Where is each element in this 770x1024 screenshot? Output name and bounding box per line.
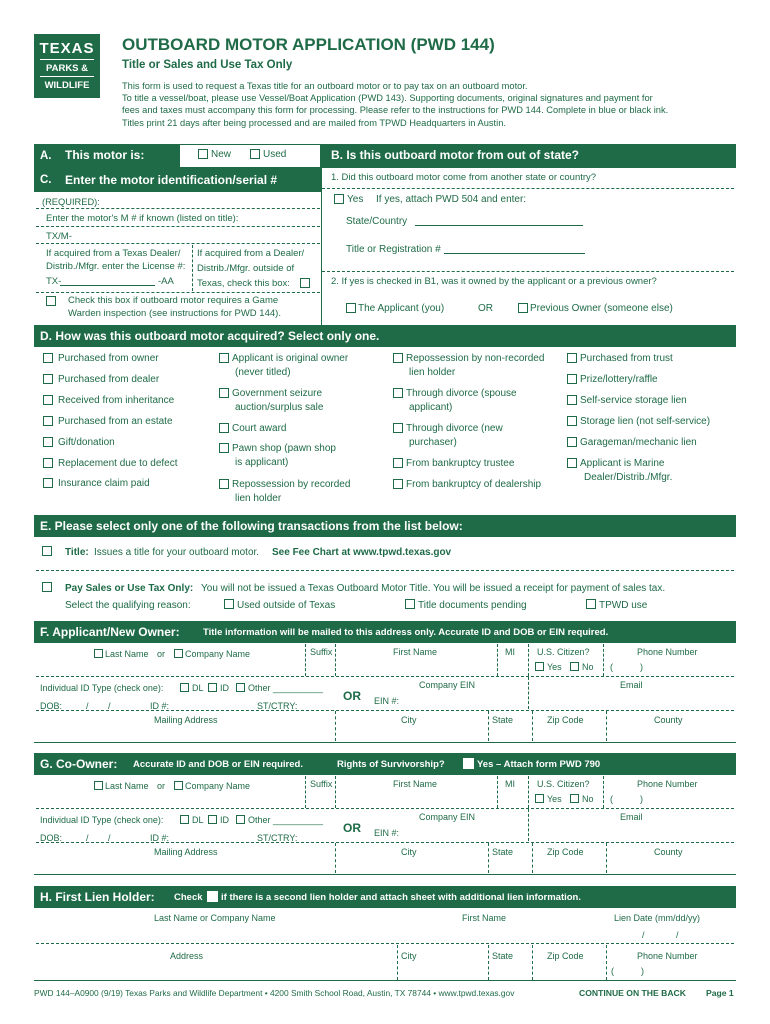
divider bbox=[305, 644, 306, 676]
game-warden-checkbox[interactable] bbox=[46, 296, 56, 306]
divider bbox=[528, 809, 529, 841]
dob-slash-1: / bbox=[86, 701, 89, 711]
divider bbox=[335, 644, 336, 676]
divider bbox=[603, 776, 604, 808]
acquired-option-label: Self-service storage lien bbox=[580, 395, 687, 406]
mi-label: MI bbox=[505, 647, 515, 657]
acquired-option-label: Pawn shop (pawn shop bbox=[232, 443, 336, 454]
last-name-checkbox[interactable] bbox=[94, 649, 103, 658]
lien-date-label: Lien Date (mm/dd/yy) bbox=[614, 913, 701, 923]
page-number: Page 1 bbox=[706, 988, 734, 998]
footer-address: PWD 144–A0900 (9/19) Texas Parks and Wildlife Department • 4200 Smith School Road, Austin, TX 78744 • www.tpwd.texas.gov bbox=[34, 988, 515, 998]
acquired-option-label: Repossession by recorded bbox=[232, 479, 351, 490]
out-of-state-note: If yes, attach PWD 504 and enter: bbox=[376, 194, 527, 205]
section-f-note: Title information will be mailed to this address only. Accurate ID and DOB or EIN required. bbox=[203, 627, 609, 638]
acquired-option-label-cont: lien holder bbox=[409, 367, 456, 378]
out-of-state-yes-label: Yes bbox=[347, 194, 364, 205]
section-g-bar bbox=[34, 753, 736, 775]
acquired-option-checkbox[interactable] bbox=[393, 458, 403, 468]
acquired-option-checkbox[interactable] bbox=[219, 479, 229, 489]
acquired-option-label: Received from inheritance bbox=[58, 395, 175, 406]
acquired-option-checkbox[interactable] bbox=[43, 374, 53, 384]
id-type-id-label: ID bbox=[220, 683, 229, 693]
id-type-other-checkbox[interactable] bbox=[236, 815, 245, 824]
page-title: OUTBOARD MOTOR APPLICATION (PWD 144) bbox=[122, 35, 495, 54]
citizen-no-checkbox[interactable] bbox=[570, 794, 579, 803]
title-reg-input[interactable] bbox=[444, 253, 585, 254]
outside-dealer-checkbox[interactable] bbox=[300, 278, 310, 288]
or-separator: OR bbox=[343, 689, 361, 703]
qualifying-reason-label: Select the qualifying reason: bbox=[65, 600, 191, 611]
acquired-option-label-cont: lien holder bbox=[235, 493, 282, 504]
acquired-option-checkbox[interactable] bbox=[567, 416, 577, 426]
previous-owner-label: Previous Owner (someone else) bbox=[530, 303, 673, 314]
first-name-label: First Name bbox=[393, 647, 438, 657]
intro-line-2: To title a vessel/boat, please use Vessel/Boat Application (PWD 143). Supporting documents, original signatures and payment for bbox=[122, 93, 653, 103]
section-h-title: H. First Lien Holder: bbox=[40, 890, 155, 904]
acquired-option-label-cont: Dealer/Distrib./Mfgr. bbox=[584, 472, 673, 483]
section-bottom-rule bbox=[34, 874, 736, 875]
last-name-label: Last Name bbox=[105, 649, 149, 659]
phone-label: Phone Number bbox=[637, 647, 698, 657]
acquired-option-label: From bankruptcy of dealership bbox=[406, 479, 542, 490]
used-outside-texas-label: Used outside of Texas bbox=[237, 600, 336, 611]
last-name-checkbox[interactable] bbox=[94, 781, 103, 790]
state-country-label: State/Country bbox=[346, 216, 408, 227]
company-ein-label: Company EIN bbox=[419, 680, 476, 690]
row-divider bbox=[36, 808, 734, 809]
applicant-owned-checkbox[interactable] bbox=[346, 303, 356, 313]
citizen-yes-label: Yes bbox=[547, 662, 562, 672]
title-reg-label: Title or Registration # bbox=[346, 244, 441, 255]
acquired-option-checkbox[interactable] bbox=[567, 437, 577, 447]
first-name-label: First Name bbox=[393, 779, 438, 789]
id-type-id-checkbox[interactable] bbox=[208, 815, 217, 824]
mi-label: MI bbox=[505, 779, 515, 789]
acquired-option-label: Government seizure bbox=[232, 388, 323, 399]
outside-dealer-line3: Texas, check this box: bbox=[197, 278, 290, 289]
section-d-title: D. How was this outboard motor acquired? Select only one. bbox=[40, 329, 380, 343]
texas-license-suffix: -AA bbox=[158, 276, 174, 287]
title-docs-pending-label: Title documents pending bbox=[418, 600, 527, 611]
survivorship-checkbox[interactable] bbox=[463, 758, 474, 769]
acquired-option-label-cont: purchaser) bbox=[409, 437, 457, 448]
fee-chart-link[interactable]: See Fee Chart at www.tpwd.texas.gov bbox=[272, 547, 452, 558]
m-number-label: Enter the motor's M # if known (listed on title): bbox=[46, 213, 239, 224]
lien-date-slash-2: / bbox=[676, 930, 679, 940]
section-f-bar bbox=[34, 621, 736, 643]
citizen-yes-checkbox[interactable] bbox=[535, 662, 544, 671]
acquired-option-checkbox[interactable] bbox=[567, 458, 577, 468]
section-a-title: This motor is: bbox=[65, 148, 145, 162]
phone-paren-open: ( bbox=[610, 662, 613, 672]
survivorship-label: Rights of Survivorship? bbox=[337, 759, 445, 770]
acquired-option-label-cont: (never titled) bbox=[235, 367, 291, 378]
lien-date-slash-1: / bbox=[642, 930, 645, 940]
acquired-option-label: Repossession by non-recorded bbox=[406, 353, 545, 364]
intro-line-4: Titles print 21 days after being processed and are mailed from TPWD Headquarters in Austin. bbox=[122, 118, 506, 128]
acquired-option-label: Storage lien (not self-service) bbox=[580, 416, 711, 427]
divider bbox=[528, 776, 529, 808]
logo-line-parks: PARKS & bbox=[45, 63, 89, 74]
acquired-option-checkbox[interactable] bbox=[43, 437, 53, 447]
county-label: County bbox=[654, 715, 683, 725]
st-ctry-label: ST/CTRY: bbox=[257, 701, 298, 711]
acquired-option-checkbox[interactable] bbox=[567, 374, 577, 384]
lien-state-label: State bbox=[492, 951, 514, 961]
acquired-option-checkbox[interactable] bbox=[393, 479, 403, 489]
acquired-option-checkbox[interactable] bbox=[567, 395, 577, 405]
row-divider bbox=[36, 842, 734, 843]
id-number-label: ID #: bbox=[150, 833, 170, 843]
phone-label: Phone Number bbox=[637, 779, 698, 789]
or-label: or bbox=[157, 649, 166, 659]
acquired-option-label: Through divorce (new bbox=[406, 423, 503, 434]
second-lien-checkbox[interactable] bbox=[207, 891, 218, 902]
acquired-option-checkbox[interactable] bbox=[43, 458, 53, 468]
b-question-2: 2. If yes is checked in B1, was it owned by the applicant or a previous owner? bbox=[331, 276, 657, 287]
divider bbox=[606, 843, 607, 873]
mailing-address-label: Mailing Address bbox=[154, 715, 218, 725]
suffix-label: Suffix bbox=[310, 647, 333, 657]
logo-line-texas: TEXAS bbox=[39, 40, 95, 57]
acquired-option-label: Purchased from owner bbox=[58, 353, 159, 364]
txm-label: TX/M- bbox=[46, 231, 72, 242]
section-e-bar bbox=[34, 515, 736, 537]
section-f-title: F. Applicant/New Owner: bbox=[40, 625, 180, 639]
us-citizen-label: U.S. Citizen? bbox=[537, 779, 590, 789]
second-lien-note: if there is a second lien holder and attach sheet with additional lien information. bbox=[221, 892, 581, 903]
outside-dealer-line1: If acquired from a Dealer/ bbox=[197, 248, 305, 259]
acquired-option-label: Applicant is original owner bbox=[232, 353, 349, 364]
tax-only-checkbox[interactable] bbox=[42, 582, 52, 592]
tax-only-text: You will not be issued a Texas Outboard Motor Title. You will be issued a receipt for payment of sales tax. bbox=[201, 583, 666, 594]
lien-address-label: Address bbox=[170, 951, 204, 961]
lien-phone-paren-open: ( bbox=[611, 966, 614, 976]
id-type-other-label: Other __________ bbox=[248, 815, 324, 825]
row-divider bbox=[36, 710, 734, 711]
company-name-label: Company Name bbox=[185, 649, 251, 659]
acquired-option-label: Purchased from an estate bbox=[58, 416, 173, 427]
tpwd-logo bbox=[34, 34, 100, 98]
acquired-option-label: Gift/donation bbox=[58, 437, 115, 448]
section-e-title: E. Please select only one of the following transactions from the list below: bbox=[40, 519, 463, 533]
acquired-option-label: Garageman/mechanic lien bbox=[580, 437, 697, 448]
city-label: City bbox=[401, 715, 417, 725]
acquired-option-checkbox[interactable] bbox=[393, 388, 403, 398]
id-type-dl-checkbox[interactable] bbox=[180, 683, 189, 692]
title-docs-pending-checkbox[interactable] bbox=[405, 599, 415, 609]
acquired-option-label: Replacement due to defect bbox=[58, 458, 178, 469]
divider bbox=[532, 711, 533, 741]
lien-city-label: City bbox=[401, 951, 417, 961]
title-option-label: Title: bbox=[65, 547, 89, 558]
texas-dealer-line2: Distrib./Mfgr. enter the License #: bbox=[46, 261, 186, 272]
section-h-bar bbox=[34, 886, 736, 908]
zip-label: Zip Code bbox=[547, 847, 584, 857]
company-name-checkbox[interactable] bbox=[174, 649, 183, 658]
or-label: OR bbox=[478, 303, 493, 314]
acquired-option-checkbox[interactable] bbox=[393, 423, 403, 433]
citizen-yes-label: Yes bbox=[547, 794, 562, 804]
required-label: (REQUIRED): bbox=[42, 197, 100, 207]
or-label: or bbox=[157, 781, 166, 791]
acquired-option-checkbox[interactable] bbox=[219, 443, 229, 453]
zip-label: Zip Code bbox=[547, 715, 584, 725]
email-label: Email bbox=[620, 680, 643, 690]
previous-owner-checkbox[interactable] bbox=[518, 303, 528, 313]
used-checkbox[interactable] bbox=[250, 149, 260, 159]
citizen-yes-checkbox[interactable] bbox=[535, 794, 544, 803]
acquired-option-checkbox[interactable] bbox=[393, 353, 403, 363]
suffix-label: Suffix bbox=[310, 779, 333, 789]
id-number-label: ID #: bbox=[150, 701, 170, 711]
acquired-option-label: Through divorce (spouse bbox=[406, 388, 517, 399]
section-d-bar bbox=[34, 325, 736, 347]
section-b-title: B. Is this outboard motor from out of state? bbox=[331, 148, 579, 162]
out-of-state-yes-checkbox[interactable] bbox=[334, 194, 344, 204]
used-outside-texas-checkbox[interactable] bbox=[224, 599, 234, 609]
acquired-option-checkbox[interactable] bbox=[219, 423, 229, 433]
state-label: State bbox=[492, 715, 514, 725]
lien-first-name-label: First Name bbox=[462, 913, 507, 923]
dob-slash-1: / bbox=[86, 833, 89, 843]
game-warden-line1: Check this box if outboard motor requires a Game bbox=[68, 295, 279, 306]
divider bbox=[488, 843, 489, 873]
citizen-no-checkbox[interactable] bbox=[570, 662, 579, 671]
acquired-option-label: Insurance claim paid bbox=[58, 478, 150, 489]
id-type-label: Individual ID Type (check one): bbox=[40, 815, 164, 825]
game-warden-line2: Warden inspection (see instructions for PWD 144). bbox=[68, 308, 281, 319]
title-option-text: Issues a title for your outboard motor. bbox=[94, 547, 260, 558]
mailing-address-label: Mailing Address bbox=[154, 847, 218, 857]
texas-license-input[interactable] bbox=[60, 285, 155, 286]
applicant-owned-label: The Applicant (you) bbox=[358, 303, 445, 314]
company-name-label: Company Name bbox=[185, 781, 251, 791]
dob-slash-2: / bbox=[108, 833, 111, 843]
id-type-label: Individual ID Type (check one): bbox=[40, 683, 164, 693]
lien-phone-label: Phone Number bbox=[637, 951, 698, 961]
citizen-no-label: No bbox=[582, 662, 594, 672]
county-label: County bbox=[654, 847, 683, 857]
acquired-option-checkbox[interactable] bbox=[219, 353, 229, 363]
dob-slash-2: / bbox=[108, 701, 111, 711]
acquired-option-checkbox[interactable] bbox=[219, 388, 229, 398]
acquired-option-checkbox[interactable] bbox=[43, 395, 53, 405]
logo-line-wildlife: WILDLIFE bbox=[44, 80, 90, 91]
id-type-other-checkbox[interactable] bbox=[236, 683, 245, 692]
phone-paren-close: ) bbox=[640, 794, 643, 804]
acquired-option-label: From bankruptcy trustee bbox=[406, 458, 515, 469]
divider bbox=[305, 776, 306, 808]
used-label: Used bbox=[263, 149, 287, 160]
tpwd-use-checkbox[interactable] bbox=[586, 599, 596, 609]
divider bbox=[528, 677, 529, 709]
state-label: State bbox=[492, 847, 514, 857]
st-ctry-label: ST/CTRY: bbox=[257, 833, 298, 843]
last-name-label: Last Name bbox=[105, 781, 149, 791]
acquired-option-label: Purchased from trust bbox=[580, 353, 673, 364]
phone-paren-open: ( bbox=[610, 794, 613, 804]
acquired-option-label: Purchased from dealer bbox=[58, 374, 160, 385]
lien-zip-label: Zip Code bbox=[547, 951, 584, 961]
state-country-input[interactable] bbox=[415, 225, 583, 226]
divider bbox=[606, 711, 607, 741]
texas-dealer-line1: If acquired from a Texas Dealer/ bbox=[46, 248, 181, 259]
divider bbox=[497, 776, 498, 808]
divider bbox=[335, 843, 336, 873]
us-citizen-label: U.S. Citizen? bbox=[537, 647, 590, 657]
id-type-id-label: ID bbox=[220, 815, 229, 825]
lien-phone-paren-close: ) bbox=[641, 966, 644, 976]
b-question-1: 1. Did this outboard motor come from another state or country? bbox=[331, 172, 597, 183]
second-lien-check-label: Check bbox=[174, 892, 203, 903]
id-type-other-label: Other __________ bbox=[248, 683, 324, 693]
acquired-option-checkbox[interactable] bbox=[43, 353, 53, 363]
dob-label: DOB: bbox=[40, 833, 63, 843]
page-subtitle: Title or Sales and Use Tax Only bbox=[122, 59, 293, 71]
intro-line-1: This form is used to request a Texas title for an outboard motor or to pay tax on an outboard motor. bbox=[122, 81, 528, 91]
acquired-option-checkbox[interactable] bbox=[567, 353, 577, 363]
acquired-option-label-cont: applicant) bbox=[409, 402, 453, 413]
outside-dealer-line2: Distrib./Mfgr. outside of bbox=[197, 263, 295, 274]
divider bbox=[532, 843, 533, 873]
city-label: City bbox=[401, 847, 417, 857]
dob-label: DOB: bbox=[40, 701, 63, 711]
tax-only-label: Pay Sales or Use Tax Only: bbox=[65, 583, 194, 594]
divider bbox=[488, 711, 489, 741]
section-c-title: Enter the motor identification/serial # bbox=[65, 173, 278, 187]
divider bbox=[335, 776, 336, 808]
acquired-option-label: Applicant is Marine bbox=[580, 458, 665, 469]
acquired-option-label: Court award bbox=[232, 423, 287, 434]
divider bbox=[603, 644, 604, 676]
section-g-title: G. Co-Owner: bbox=[40, 757, 118, 771]
divider bbox=[335, 711, 336, 741]
acquired-option-label-cont: auction/surplus sale bbox=[235, 402, 324, 413]
ein-number-label: EIN #: bbox=[374, 828, 400, 838]
section-a-letter: A. bbox=[40, 150, 52, 162]
title-option-checkbox[interactable] bbox=[42, 546, 52, 556]
divider bbox=[497, 644, 498, 676]
email-label: Email bbox=[620, 812, 643, 822]
intro-line-3: fees and taxes must accompany this form for processing. Please refer to the instructions for PWD 144. Complete in blue or black ink. bbox=[122, 105, 669, 115]
acquired-option-label: Prize/lottery/raffle bbox=[580, 374, 658, 385]
section-g-note: Accurate ID and DOB or EIN required. bbox=[133, 759, 303, 770]
section-c-letter: C. bbox=[40, 174, 52, 186]
ein-number-label: EIN #: bbox=[374, 696, 400, 706]
or-separator: OR bbox=[343, 821, 361, 835]
id-type-dl-label: DL bbox=[192, 683, 204, 693]
survivorship-yes-label: Yes – Attach form PWD 790 bbox=[477, 759, 601, 770]
acquired-option-checkbox[interactable] bbox=[43, 416, 53, 426]
new-label: New bbox=[211, 149, 232, 160]
continue-on-back: CONTINUE ON THE BACK bbox=[579, 988, 686, 998]
tpwd-use-label: TPWD use bbox=[599, 600, 648, 611]
acquired-option-label-cont: is applicant) bbox=[235, 457, 289, 468]
new-checkbox[interactable] bbox=[198, 149, 208, 159]
row-divider bbox=[36, 676, 734, 677]
id-type-dl-checkbox[interactable] bbox=[180, 815, 189, 824]
phone-paren-close: ) bbox=[640, 662, 643, 672]
citizen-no-label: No bbox=[582, 794, 594, 804]
id-type-id-checkbox[interactable] bbox=[208, 683, 217, 692]
id-type-dl-label: DL bbox=[192, 815, 204, 825]
divider bbox=[528, 644, 529, 676]
company-name-checkbox[interactable] bbox=[174, 781, 183, 790]
acquired-option-checkbox[interactable] bbox=[43, 478, 53, 488]
lien-last-name-label: Last Name or Company Name bbox=[154, 913, 276, 923]
texas-license-prefix: TX- bbox=[46, 276, 62, 287]
company-ein-label: Company EIN bbox=[419, 812, 476, 822]
section-bottom-rule bbox=[34, 742, 736, 743]
